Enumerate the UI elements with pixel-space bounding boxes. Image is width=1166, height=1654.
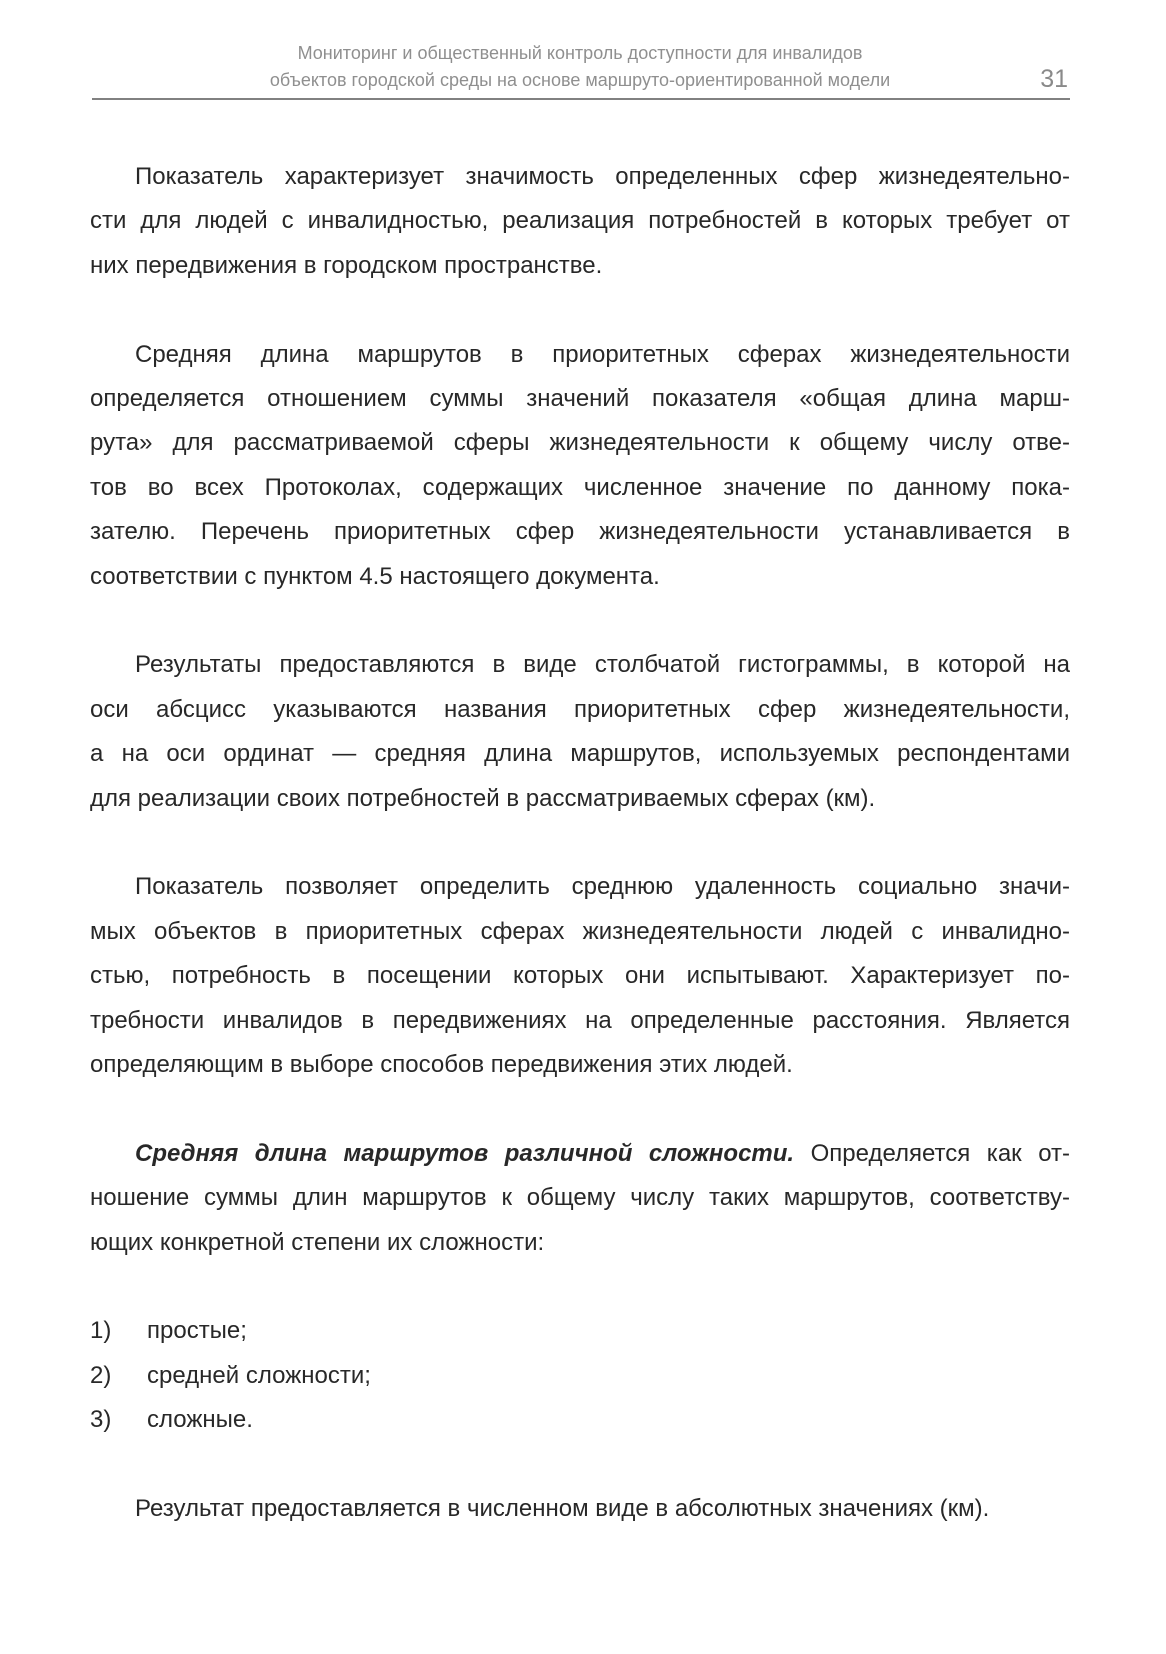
text-line: них передвижения в городском пространстве. <box>90 251 603 279</box>
page-header <box>90 40 1070 94</box>
paragraph <box>90 333 1070 599</box>
text-line: Показатель позволяет определить среднюю удаленность социально значи- <box>135 873 1070 901</box>
list-item-number: 1) <box>90 1317 112 1345</box>
text-line: ношение суммы длин маршрутов к общему числу таких маршрутов, соответству- <box>90 1184 1070 1212</box>
text-line: Результат предоставляется в численном виде в абсолютных значениях (км). <box>135 1495 990 1523</box>
paragraph <box>90 643 1070 821</box>
text-line: оси абсцисс указываются названия приоритетных сфер жизнедеятельности, <box>90 695 1070 723</box>
text-line: тов во всех Протоколах, содержащих численное значение по данному пока- <box>90 473 1070 501</box>
paragraph <box>90 1132 1070 1265</box>
list-item-text: сложные. <box>147 1406 253 1434</box>
list-item <box>90 1309 1070 1353</box>
text-line: мых объектов в приоритетных сферах жизнедеятельности людей с инвалидно- <box>90 917 1070 945</box>
text-line: сти для людей с инвалидностью, реализация потребностей в которых требует от <box>90 207 1070 235</box>
header-rule <box>92 98 1070 100</box>
text-line: соответствии с пунктом 4.5 настоящего документа. <box>90 562 660 590</box>
lead-sentence: Средняя длина маршрутов различной сложности. <box>135 1139 795 1167</box>
page-body <box>90 155 1070 1532</box>
list-item-number: 2) <box>90 1361 112 1389</box>
list-item-number: 3) <box>90 1406 112 1434</box>
running-header-line2: объектов городской среды на основе маршруто-ориентированной модели <box>269 70 891 90</box>
text-line: Результаты предоставляются в виде столбчатой гистограммы, в которой на <box>135 651 1070 679</box>
paragraph <box>90 865 1070 1087</box>
paragraph <box>90 155 1070 288</box>
text-line: а на оси ординат — средняя длина маршрутов, используемых респондентами <box>90 740 1070 768</box>
list-item <box>90 1398 1070 1442</box>
running-header <box>90 40 1070 94</box>
paragraph <box>90 1487 1070 1531</box>
text-line: Показатель характеризует значимость определенных сфер жизнедеятельно- <box>135 163 1070 190</box>
text-line: Средняя длина маршрутов в приоритетных сферах жизнедеятельности <box>135 340 1070 368</box>
running-header-line1: Мониторинг и общественный контроль доступности для инвалидов <box>297 43 863 63</box>
page-number: 31 <box>1040 65 1068 93</box>
list-item <box>90 1354 1070 1398</box>
list-item-text: простые; <box>147 1317 247 1345</box>
text-line: определяющим в выборе способов передвижения этих людей. <box>90 1051 793 1079</box>
text-line: рута» для рассматриваемой сферы жизнедеятельности к общему числу отве- <box>90 429 1070 457</box>
text-line: определяется отношением суммы значений показателя «общая длина марш- <box>90 385 1070 413</box>
numbered-list <box>90 1309 1070 1442</box>
text-line: для реализации своих потребностей в рассматриваемых сферах (км). <box>90 784 876 812</box>
text-line: стью, потребность в посещении которых они испытывают. Характеризует по- <box>90 962 1070 990</box>
text-line: требности инвалидов в передвижениях на определенные расстояния. Является <box>90 1006 1070 1034</box>
text-line: зателю. Перечень приоритетных сфер жизнедеятельности устанавливается в <box>90 518 1070 546</box>
text-line: ющих конкретной степени их сложности: <box>90 1228 545 1256</box>
text-line: Средняя длина маршрутов различной сложности. Определяется как от- <box>135 1139 1070 1167</box>
list-item-text: средней сложности; <box>147 1361 371 1389</box>
